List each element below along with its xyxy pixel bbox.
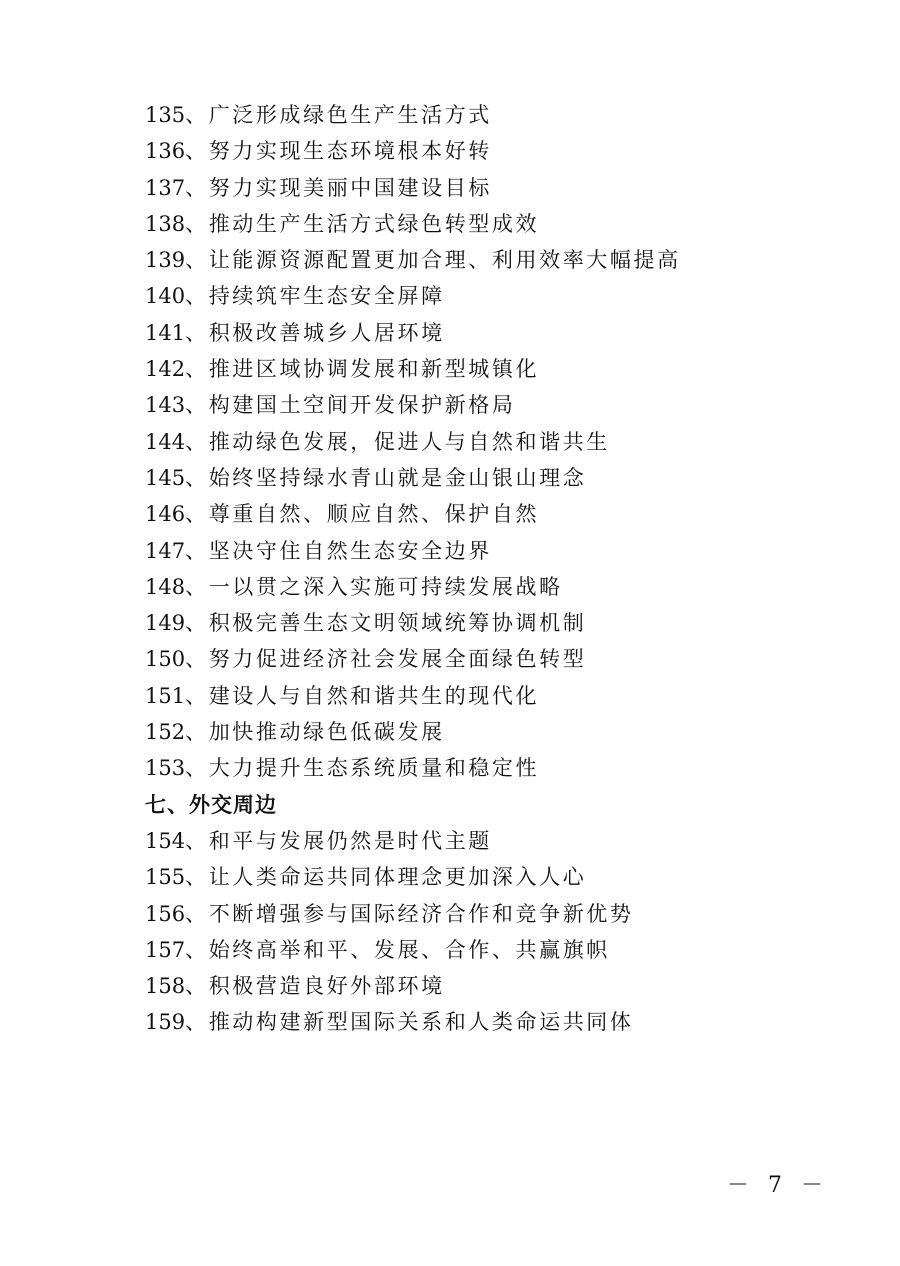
list-item <box>145 569 845 605</box>
item-text: 、尊重自然、顺应自然、保护自然 <box>185 502 540 527</box>
item-number: 146 <box>145 502 186 527</box>
list-item <box>145 133 845 169</box>
item-number: 150 <box>145 647 186 672</box>
item-text: 、大力提升生态系统质量和稳定性 <box>185 756 540 781</box>
list-item <box>145 278 845 314</box>
list-item <box>145 424 845 460</box>
list-section-diplomacy <box>145 823 845 1041</box>
item-number: 149 <box>145 611 186 636</box>
item-number: 153 <box>145 756 186 781</box>
item-text: 、推动构建新型国际关系和人类命运共同体 <box>185 1010 634 1035</box>
item-text: 、积极改善城乡人居环境 <box>185 320 445 345</box>
item-text: 、积极营造良好外部环境 <box>185 974 445 999</box>
item-text: 、广泛形成绿色生产生活方式 <box>185 103 492 127</box>
item-text: 、和平与发展仍然是时代主题 <box>185 828 492 853</box>
list-item <box>145 460 845 496</box>
item-text: 、推动生产生活方式绿色转型成效 <box>185 211 540 236</box>
list-item <box>145 714 845 750</box>
section-heading: 七、外交周边 <box>145 792 277 817</box>
item-number: 159 <box>145 1010 186 1035</box>
list-item <box>145 896 845 932</box>
item-number: 155 <box>145 865 186 890</box>
item-number: 154 <box>145 828 186 853</box>
item-text: 、努力实现美丽中国建设目标 <box>185 175 492 200</box>
item-number: 136 <box>145 139 186 164</box>
item-text: 、让能源资源配置更加合理、利用效率大幅提高 <box>185 248 681 273</box>
item-number: 148 <box>145 574 186 599</box>
item-number: 142 <box>145 357 186 382</box>
list-item <box>145 206 845 242</box>
item-number: 145 <box>145 465 186 490</box>
item-number: 152 <box>145 720 186 745</box>
list-item <box>145 750 845 786</box>
item-text: 、持续筑牢生态安全屏障 <box>185 284 445 309</box>
list-item <box>145 315 845 351</box>
item-text: 、努力实现生态环境根本好转 <box>185 139 492 164</box>
item-number: 156 <box>145 901 186 926</box>
item-number: 141 <box>145 320 186 345</box>
page-number: － 7 － <box>727 1173 829 1198</box>
list-item <box>145 351 845 387</box>
item-text: 、始终高举和平、发展、合作、共赢旗帜 <box>185 937 610 962</box>
list-item <box>145 932 845 968</box>
document-body <box>145 97 845 1041</box>
item-text: 、推进区域协调发展和新型城镇化 <box>185 357 540 382</box>
list-item <box>145 823 845 859</box>
list-item <box>145 678 845 714</box>
item-number: 137 <box>145 175 186 200</box>
item-text: 、积极完善生态文明领域统筹协调机制 <box>185 611 587 636</box>
item-text: 、建设人与自然和谐共生的现代化 <box>185 683 540 708</box>
item-number: 157 <box>145 937 186 962</box>
item-number: 158 <box>145 974 186 999</box>
list-item <box>145 496 845 532</box>
item-text: 、推动绿色发展，促进人与自然和谐共生 <box>185 429 610 454</box>
list-item <box>145 97 845 133</box>
item-number: 151 <box>145 683 186 708</box>
item-text: 、一以贯之深入实施可持续发展战略 <box>185 574 563 599</box>
list-item <box>145 170 845 206</box>
list-item <box>145 859 845 895</box>
item-number: 143 <box>145 393 186 418</box>
list-item <box>145 968 845 1004</box>
item-text: 、构建国土空间开发保护新格局 <box>185 393 516 418</box>
list-item <box>145 605 845 641</box>
list-section-ecology <box>145 97 845 787</box>
list-item <box>145 1004 845 1040</box>
item-number: 135 <box>145 103 186 127</box>
list-item <box>145 533 845 569</box>
item-text: 、加快推动绿色低碳发展 <box>185 720 445 745</box>
item-number: 140 <box>145 284 186 309</box>
item-text: 、不断增强参与国际经济合作和竞争新优势 <box>185 901 634 926</box>
item-text: 、努力促进经济社会发展全面绿色转型 <box>185 647 587 672</box>
list-item <box>145 641 845 677</box>
item-text: 、始终坚持绿水青山就是金山银山理念 <box>185 465 587 490</box>
item-number: 139 <box>145 248 186 273</box>
item-number: 144 <box>145 429 186 454</box>
list-item <box>145 242 845 278</box>
item-number: 138 <box>145 211 186 236</box>
list-item <box>145 387 845 423</box>
item-text: 、坚决守住自然生态安全边界 <box>185 538 492 563</box>
item-text: 、让人类命运共同体理念更加深入人心 <box>185 865 587 890</box>
item-number: 147 <box>145 538 186 563</box>
